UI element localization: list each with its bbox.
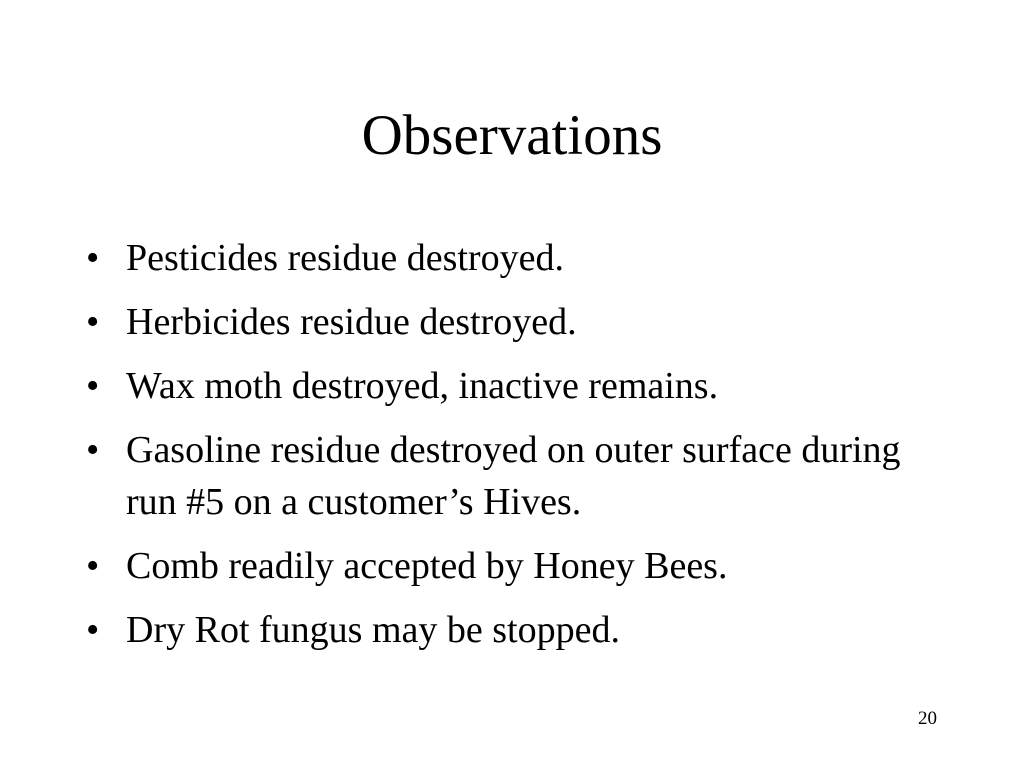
bullet-icon: • [86,365,100,407]
bullet-icon: • [86,545,100,587]
slide-title: Observations [361,104,663,167]
bullet-item-pesticides [86,232,946,284]
bullet-list [86,232,946,668]
bullet-text: Comb readily accepted by Honey Bees. [126,545,728,587]
bullet-item-dry-rot [86,604,946,656]
bullet-icon: • [86,301,100,343]
bullet-item-gasoline [86,424,946,528]
bullet-icon: • [86,609,100,651]
bullet-text: Herbicides residue destroyed. [126,301,577,343]
bullet-icon: • [86,429,100,471]
bullet-item-wax-moth [86,360,946,412]
page-number: 20 [918,708,937,729]
bullet-icon: • [86,237,100,279]
bullet-text: Gasoline residue destroyed on outer surface during run #5 on a customer’s Hives. [126,429,901,523]
bullet-text: Dry Rot fungus may be stopped. [126,609,620,651]
bullet-item-herbicides [86,296,946,348]
bullet-item-comb [86,540,946,592]
bullet-text: Wax moth destroyed, inactive remains. [126,365,719,407]
bullet-text: Pesticides residue destroyed. [126,237,564,279]
